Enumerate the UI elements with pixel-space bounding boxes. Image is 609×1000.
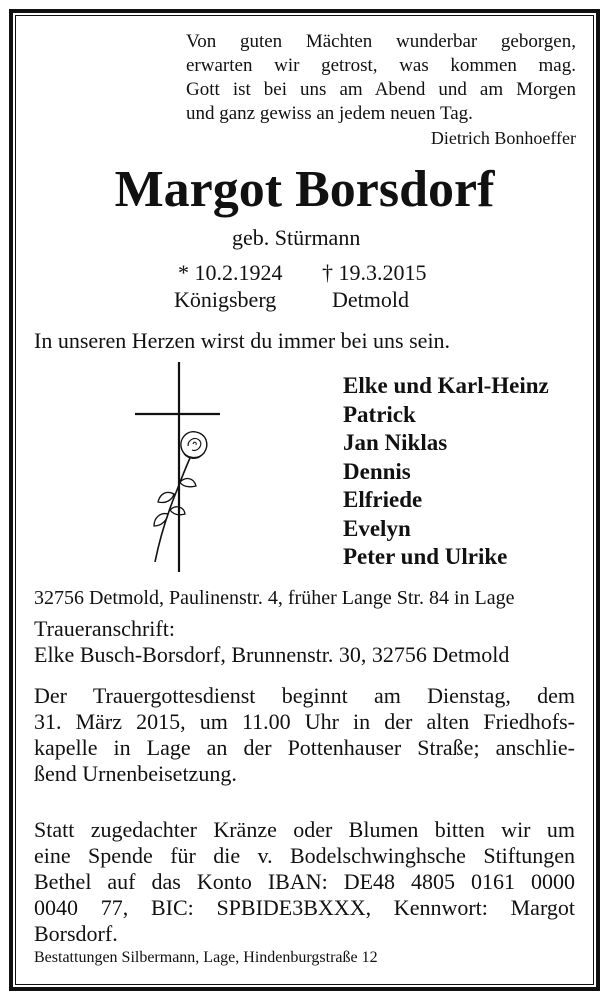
mourner-name: Evelyn xyxy=(343,515,411,541)
service-paragraph xyxy=(34,683,575,787)
service-line: kapelle in Lage an der Pottenhauser Straße; anschlie- xyxy=(34,735,575,760)
donation-line: 0040 77, BIC: SPBIDE3BXXX, Kennwort: Margot xyxy=(34,895,575,920)
mourning-address-label: Traueranschrift: xyxy=(34,616,175,641)
mourning-address: Elke Busch-Borsdorf, Brunnenstr. 30, 32756 Detmold xyxy=(34,642,510,667)
donation-line: eine Spende für die v. Bodelschwinghsche Stiftungen xyxy=(34,843,575,868)
family-address: 32756 Detmold, Paulinenstr. 4, früher Lange Str. 84 in Lage xyxy=(34,587,515,609)
donation-line: Borsdorf. xyxy=(34,921,118,946)
poem-block xyxy=(186,30,576,150)
mourners-list xyxy=(343,372,549,572)
poem-line: Gott ist bei uns am Abend und am Morgen xyxy=(186,79,576,100)
mourner-name: Dennis xyxy=(343,458,411,484)
mourner-name: Elke und Karl-Heinz xyxy=(343,373,549,398)
undertaker: Bestattungen Silbermann, Lage, Hindenburgstraße 12 xyxy=(34,949,378,966)
donation-paragraph xyxy=(34,817,575,947)
maiden-name: geb. Stürmann xyxy=(232,225,361,250)
birth-date: * 10.2.1924 xyxy=(178,260,283,285)
mourner-name: Patrick xyxy=(343,401,416,427)
poem-author: Dietrich Bonhoeffer xyxy=(430,128,576,148)
service-line: ßend Urnenbeisetzung. xyxy=(34,761,237,786)
hearts-line: In unseren Herzen wirst du immer bei uns sein. xyxy=(34,328,451,353)
donation-line: Statt zugedachter Kränze oder Blumen bitten wir um xyxy=(34,817,575,842)
birth-place: Königsberg xyxy=(174,287,277,312)
poem-line: erwarten wir getrost, was kommen mag. xyxy=(186,55,576,76)
mourner-name: Jan Niklas xyxy=(343,430,448,455)
death-place: Detmold xyxy=(332,287,409,312)
mourner-name: Peter und Ulrike xyxy=(343,544,508,569)
mourner-name: Elfriede xyxy=(343,487,423,512)
deceased-name: Margot Borsdorf xyxy=(114,161,495,218)
death-date: † 19.3.2015 xyxy=(322,260,427,285)
poem-line: und ganz gewiss an jedem neuen Tag. xyxy=(186,103,473,124)
service-line: Der Trauergottesdienst beginnt am Dienstag, dem xyxy=(34,683,575,708)
poem-line: Von guten Mächten wunderbar geborgen, xyxy=(186,31,576,52)
cross-with-rose-icon xyxy=(130,362,240,572)
service-line: 31. März 2015, um 11.00 Uhr in der alten Friedhofs- xyxy=(34,709,575,734)
donation-line: Bethel auf das Konto IBAN: DE48 4805 0161 0000 xyxy=(34,869,575,894)
